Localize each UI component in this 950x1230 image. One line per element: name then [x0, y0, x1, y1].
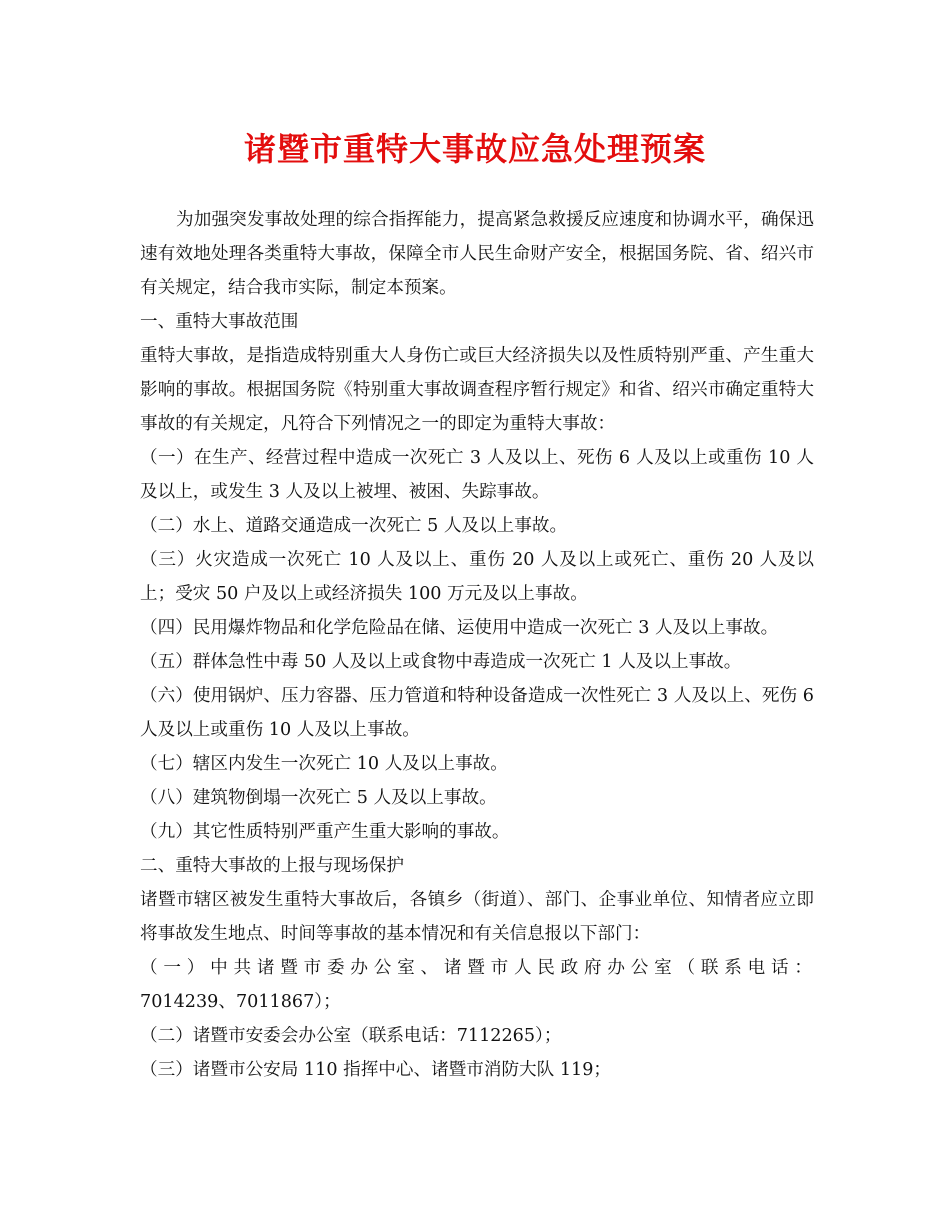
report-contact-3: （三）诸暨市公安局 110 指挥中心、诸暨市消防大队 119； [140, 1060, 612, 1080]
definition-paragraph: 重特大事故，是指造成特别重大人身伤亡或巨大经济损失以及性质特别严重、产生重大影响的事故。根据国务院《特别重大事故调查程序暂行规定》和省、绍兴市确定重特大事故的有关规定，凡符合下列情况之一的即定为重特大事故： [140, 346, 814, 434]
section-heading-1: 一、重特大事故范围 [140, 312, 299, 332]
intro-paragraph: 为加强突发事故处理的综合指挥能力，提高紧急救援反应速度和协调水平，确保迅速有效地处理各类重特大事故，保障全市人民生命财产安全，根据国务院、省、绍兴市有关规定，结合我市实际，制定本预案。 [140, 210, 814, 298]
criteria-item-2: （二）水上、道路交通造成一次死亡 5 人及以上事故。 [140, 516, 568, 536]
criteria-item-5: （五）群体急性中毒 50 人及以上或食物中毒造成一次死亡 1 人及以上事故。 [140, 652, 742, 672]
section-heading-2: 二、重特大事故的上报与现场保护 [140, 856, 404, 876]
criteria-item-4: （四）民用爆炸物品和化学危险品在储、运使用中造成一次死亡 3 人及以上事故。 [140, 618, 779, 638]
report-contact-1-line1: （一）中共诸暨市委办公室、诸暨市人民政府办公室（联系电话： [140, 958, 814, 978]
criteria-item-7: （七）辖区内发生一次死亡 10 人及以上事故。 [140, 754, 508, 774]
criteria-item-9: （九）其它性质特别严重产生重大影响的事故。 [140, 822, 510, 842]
document-title: 诸暨市重特大事故应急处理预案 [243, 130, 706, 168]
criteria-item-1: （一）在生产、经营过程中造成一次死亡 3 人及以上、死伤 6 人及以上或重伤 10 人及以上，或发生 3 人及以上被埋、被困、失踪事故。 [140, 448, 814, 502]
criteria-item-3: （三）火灾造成一次死亡 10 人及以上、重伤 20 人及以上或死亡、重伤 20 人及以上；受灾 50 户及以上或经济损失 100 万元及以上事故。 [140, 550, 814, 604]
report-contact-2: （二）诸暨市安委会办公室（联系电话：7112265）； [140, 1026, 562, 1046]
reporting-paragraph: 诸暨市辖区被发生重特大事故后，各镇乡（街道）、部门、企事业单位、知情者应立即将事故发生地点、时间等事故的基本情况和有关信息报以下部门： [140, 890, 814, 944]
report-contact-1-line2: 7014239、7011867）； [140, 992, 341, 1012]
document-body [140, 203, 814, 1087]
criteria-item-8: （八）建筑物倒塌一次死亡 5 人及以上事故。 [140, 788, 497, 808]
criteria-item-6: （六）使用锅炉、压力容器、压力管道和特种设备造成一次性死亡 3 人及以上、死伤 6 人及以上或重伤 10 人及以上事故。 [140, 686, 814, 740]
